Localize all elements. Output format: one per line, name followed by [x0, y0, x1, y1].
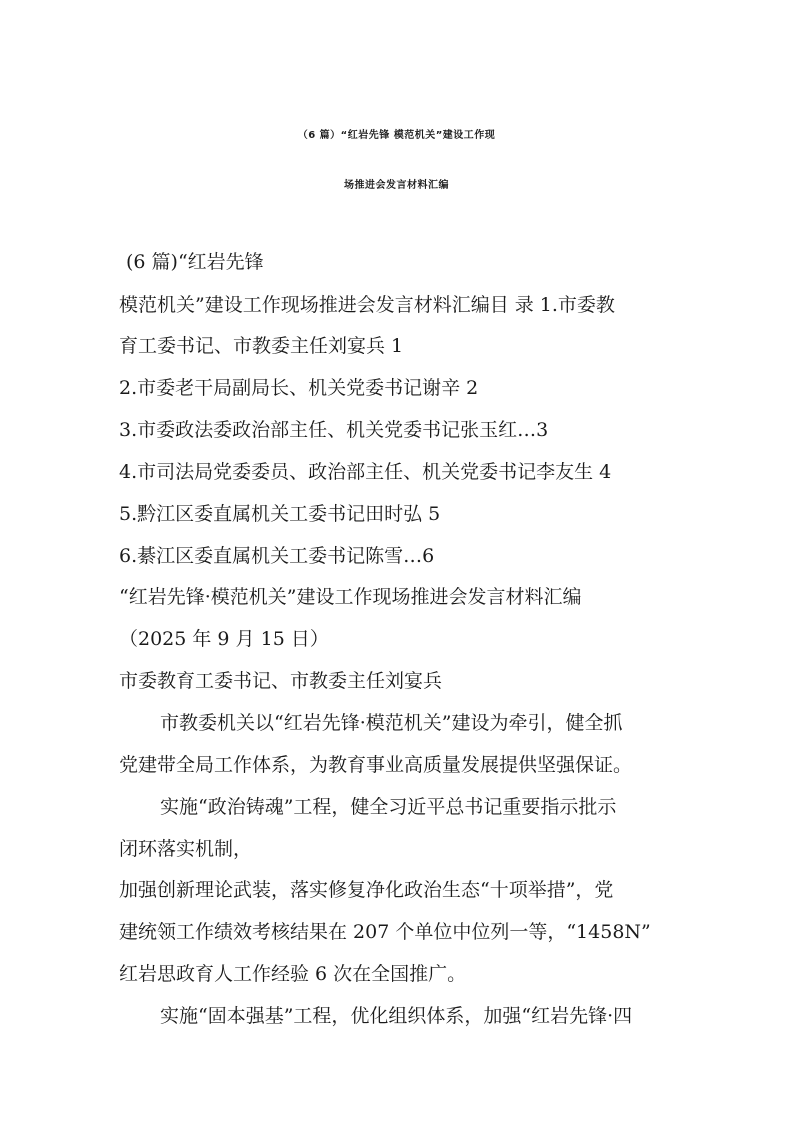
body-paragraph-line: 党建带全局工作体系，为教育事业高质量发展提供坚强保证。: [119, 754, 633, 776]
document-title-line-1: （6 篇）“红岩先锋 模范机关”建设工作现: [297, 130, 496, 141]
section-date: （2025 年 9 月 15 日）: [119, 628, 329, 650]
section-heading: “红岩先锋·模范机关”建设工作现场推进会发言材料汇编: [119, 586, 582, 608]
speaker-line: 市委教育工委书记、市教委主任刘宴兵: [119, 670, 443, 692]
toc-item: 5.黔江区委直属机关工委书记田时弘 5: [119, 503, 441, 525]
toc-item: 6.綦江区委直属机关工委书记陈雪…6: [119, 545, 435, 567]
body-paragraph-line: 实施“政治铸魂”工程，健全习近平总书记重要指示批示: [160, 796, 617, 818]
intro-line-1: (6 篇)“红岩先锋: [126, 251, 264, 273]
body-paragraph-line: 闭环落实机制，: [119, 838, 253, 860]
document-title-line-2: 场推进会发言材料汇编: [344, 180, 449, 191]
toc-item: 2.市委老干局副局长、机关党委书记谢辛 2: [119, 377, 479, 399]
body-paragraph-line: 市教委机关以“红岩先锋·模范机关”建设为牵引，健全抓: [160, 712, 623, 734]
body-paragraph-line: 实施“固本强基”工程，优化组织体系，加强“红岩先锋·四: [160, 1005, 633, 1027]
toc-item: 4.市司法局党委委员、政治部主任、机关党委书记李友生 4: [119, 461, 612, 483]
intro-line-3: 育工委书记、市教委主任刘宴兵 1: [119, 335, 404, 357]
body-paragraph-line: 建统领工作绩效考核结果在 207 个单位中位列一等，“1458N”: [119, 921, 651, 943]
toc-item: 3.市委政法委政治部主任、机关党委书记张玉红…3: [119, 419, 549, 441]
body-paragraph-line: 红岩思政育人工作经验 6 次在全国推广。: [119, 963, 467, 985]
intro-line-2: 模范机关”建设工作现场推进会发言材料汇编目 录 1.市委教: [119, 294, 615, 316]
body-paragraph-line: 加强创新理论武装，落实修复净化政治生态“十项举措”，党: [119, 879, 614, 901]
